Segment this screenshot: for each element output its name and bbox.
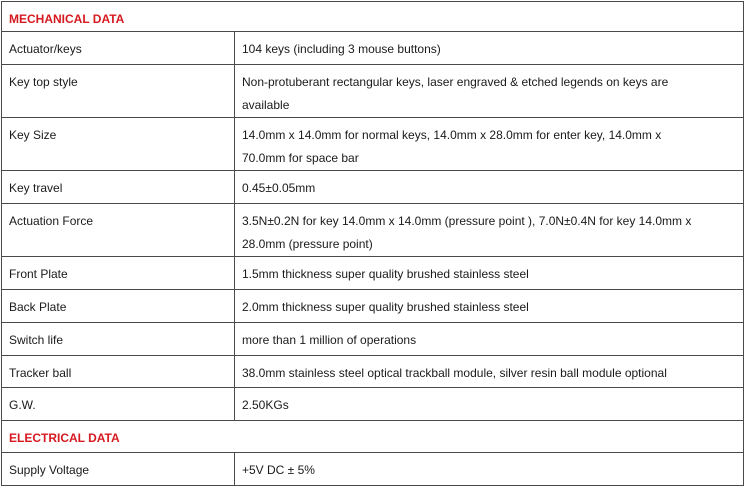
row-value xyxy=(235,32,744,65)
table-row xyxy=(2,204,744,257)
row-label: Key top style xyxy=(2,65,235,118)
row-value xyxy=(235,356,744,388)
section-header-row xyxy=(2,421,744,453)
row-value xyxy=(235,118,744,171)
row-value-line: 104 keys (including 3 mouse buttons) xyxy=(242,42,441,56)
row-value xyxy=(235,290,744,323)
table-row xyxy=(2,65,744,118)
row-value-line: available xyxy=(242,98,290,112)
row-value xyxy=(235,323,744,356)
row-label: Back Plate xyxy=(2,290,235,323)
row-value-line: 70.0mm for space bar xyxy=(242,151,359,165)
row-value-line: Non-protuberant rectangular keys, laser engraved & etched legends on keys are xyxy=(242,75,669,89)
row-label: Actuator/keys xyxy=(2,32,235,65)
row-label: G.W. xyxy=(2,388,235,421)
row-value-line: 14.0mm x 14.0mm for normal keys, 14.0mm x 28.0mm for enter key, 14.0mm x xyxy=(242,128,662,142)
row-value xyxy=(235,257,744,290)
row-label: Key travel xyxy=(2,171,235,204)
table-row xyxy=(2,356,744,388)
row-label: Front Plate xyxy=(2,257,235,290)
row-value-line: 0.45±0.05mm xyxy=(242,181,316,195)
row-label: Actuation Force xyxy=(2,204,235,257)
row-value xyxy=(235,388,744,421)
section-title-electrical: ELECTRICAL DATA xyxy=(2,421,744,453)
table-row xyxy=(2,118,744,171)
row-value-line: 28.0mm (pressure point) xyxy=(242,237,373,251)
section-title-mechanical: MECHANICAL DATA xyxy=(2,2,744,32)
row-label: Supply Voltage xyxy=(2,453,235,486)
row-value xyxy=(235,171,744,204)
row-label: Key Size xyxy=(2,118,235,171)
table-row xyxy=(2,323,744,356)
row-label: Switch life xyxy=(2,323,235,356)
table-row xyxy=(2,257,744,290)
row-value-line: +5V DC ± 5% xyxy=(242,463,315,477)
spec-table xyxy=(1,1,744,486)
table-row xyxy=(2,290,744,323)
table-row xyxy=(2,32,744,65)
row-value-line: 3.5N±0.2N for key 14.0mm x 14.0mm (pressure point ), 7.0N±0.4N for key 14.0mm x xyxy=(242,214,692,228)
section-header-row xyxy=(2,2,744,32)
row-value-line: 2.50KGs xyxy=(242,398,289,412)
row-value xyxy=(235,65,744,118)
row-value-line: more than 1 million of operations xyxy=(242,333,417,347)
table-row xyxy=(2,171,744,204)
row-label: Tracker ball xyxy=(2,356,235,388)
row-value-line: 1.5mm thickness super quality brushed stainless steel xyxy=(242,267,529,281)
table-row xyxy=(2,388,744,421)
row-value-line: 2.0mm thickness super quality brushed stainless steel xyxy=(242,300,529,314)
row-value xyxy=(235,204,744,257)
row-value-line: 38.0mm stainless steel optical trackball module, silver resin ball module optional xyxy=(242,366,667,380)
